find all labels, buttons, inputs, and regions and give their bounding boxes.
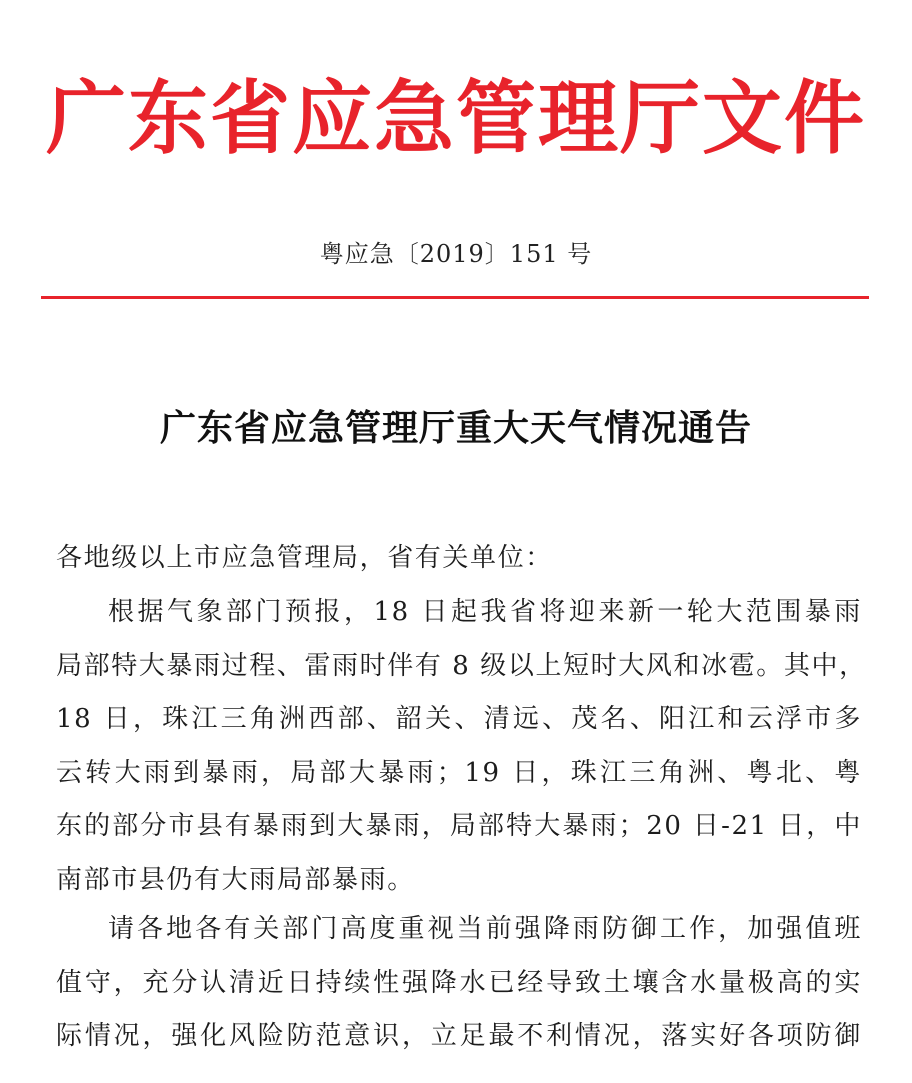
document-header-title: 广东省应急管理厅文件 [46,71,866,165]
document-number: 粤应急〔2019〕151 号 [319,240,593,268]
paragraph-line: 请各地各有关部门高度重视当前强降雨防御工作，加强值班 [108,914,862,944]
paragraph-line: 18 日，珠江三角洲西部、韶关、清远、茂名、阳江和云浮市多 [56,704,862,734]
paragraph-1 [56,586,867,907]
paragraph-2 [56,903,862,1064]
paragraph-line: 云转大雨到暴雨，局部大暴雨；19 日，珠江三角洲、粤北、粤 [56,757,862,788]
salutation: 各地级以上市应急管理局，省有关单位： [56,543,553,573]
paragraph-line: 根据气象部门预报，18 日起我省将迎来新一轮大范围暴雨 [108,597,862,627]
paragraph-line: 局部特大暴雨过程、雷雨时伴有 8 级以上短时大风和冰雹。其中， [56,650,867,681]
paragraph-line: 南部市县仍有大雨局部暴雨。 [56,864,415,895]
notice-title: 广东省应急管理厅重大天气情况通告 [159,407,752,449]
header-divider [41,296,869,299]
paragraph-line: 值守，充分认清近日持续性强降水已经导致土壤含水量极高的实 [56,967,862,998]
paragraph-line: 际情况，强化风险防范意识，立足最不利情况，落实好各项防御 [56,1021,862,1051]
paragraph-line: 东的部分市县有暴雨到大暴雨，局部特大暴雨；20 日-21 日，中 [56,811,862,841]
